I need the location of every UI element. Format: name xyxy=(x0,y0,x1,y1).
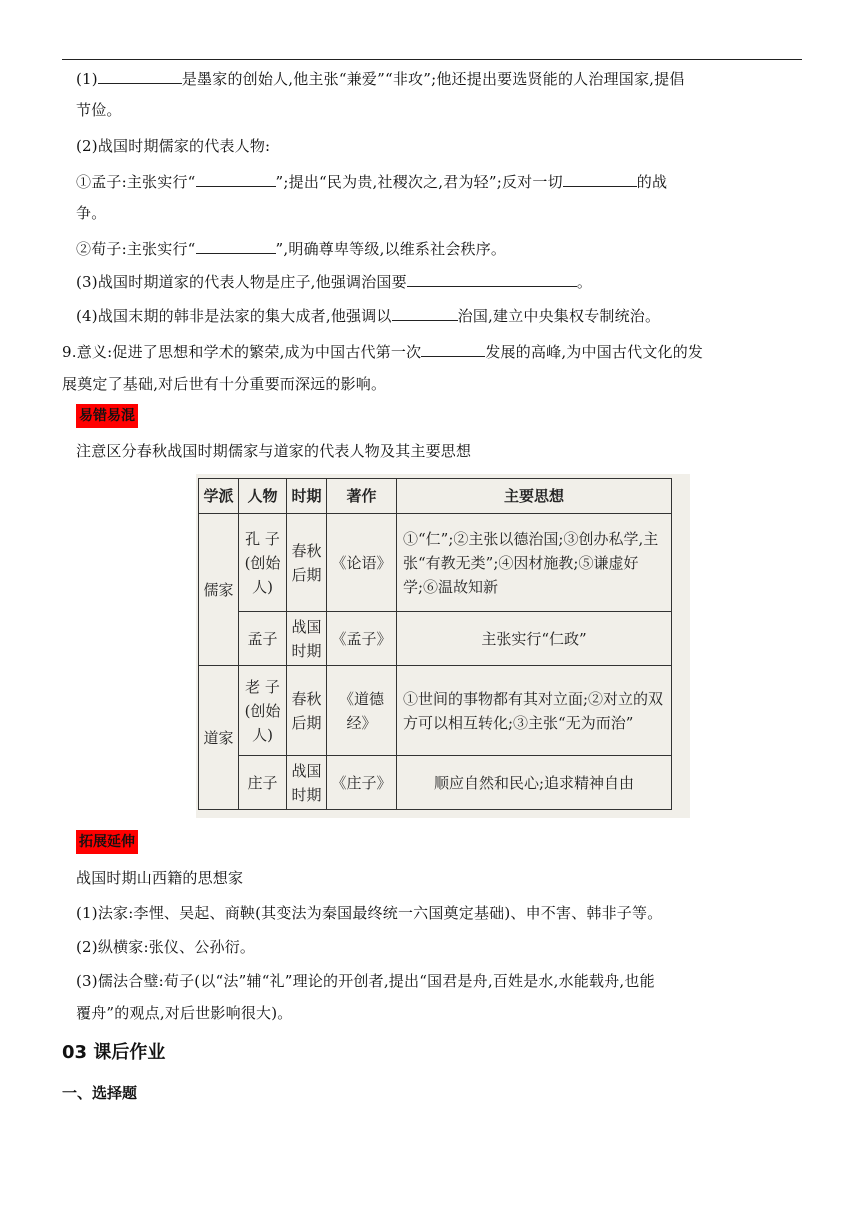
header-work: 著作 xyxy=(327,479,397,514)
blank-significance[interactable] xyxy=(421,341,485,357)
mistakes-tag: 易错易混 xyxy=(76,404,138,428)
work-cell: 《论语》 xyxy=(327,514,397,612)
item-3-text-a: (3)战国时期道家的代表人物是庄子,他强调治国要 xyxy=(76,273,407,291)
mistakes-note: 注意区分春秋战国时期儒家与道家的代表人物及其主要思想 xyxy=(76,442,472,460)
extend-line-3: (3)儒法合璧:荀子(以“法”辅“礼”理论的开创者,提出“国君是舟,百姓是水,水能载舟,也能 xyxy=(76,972,655,990)
idea-cell: ①世间的事物都有其对立面;②对立的双方可以相互转化;③主张“无为而治” xyxy=(397,666,672,756)
school-taoist: 道家 xyxy=(199,666,239,810)
school-confucian: 儒家 xyxy=(199,514,239,666)
blank-hanfei[interactable] xyxy=(392,305,458,321)
blank-xunzi-policy[interactable] xyxy=(196,238,276,254)
item-4-text-a: (4)战国末期的韩非是法家的集大成者,他强调以 xyxy=(76,307,392,325)
work-cell: 《道德经》 xyxy=(327,666,397,756)
item-9-line xyxy=(62,341,703,362)
mencius-text-b: ”;提出“民为贵,社稷次之,君为轻”;反对一切 xyxy=(275,173,563,191)
item-3-line xyxy=(76,271,592,292)
item-4-line xyxy=(76,305,660,326)
idea-cell: 主张实行“仁政” xyxy=(397,612,672,666)
header-period: 时期 xyxy=(287,479,327,514)
item-3-text-b: 。 xyxy=(576,273,593,291)
header-school: 学派 xyxy=(199,479,239,514)
work-cell: 《孟子》 xyxy=(327,612,397,666)
mencius-text-a: ①孟子:主张实行“ xyxy=(76,173,196,191)
item-1-text: 是墨家的创始人,他主张“兼爱”“非攻”;他还提出要选贤能的人治理国家,提倡 xyxy=(181,70,685,88)
blank-mozi[interactable] xyxy=(98,68,182,84)
blank-zhuangzi[interactable] xyxy=(407,271,577,287)
item-4-text-b: 治国,建立中央集权专制统治。 xyxy=(457,307,661,325)
person-cell: 老 子(创始人) xyxy=(239,666,287,756)
extend-line-1: (1)法家:李悝、吴起、商鞅(其变法为秦国最终统一六国奠定基础)、申不害、韩非子等。 xyxy=(76,904,663,922)
item-1-line xyxy=(76,68,685,89)
idea-cell: 顺应自然和民心;追求精神自由 xyxy=(397,756,672,810)
table-row xyxy=(199,612,672,666)
table-header-row xyxy=(199,479,672,514)
xunzi-text-a: ②荀子:主张实行“ xyxy=(76,240,196,258)
blank-mencius-policy[interactable] xyxy=(196,171,276,187)
xunzi-text-b: ”,明确尊卑等级,以维系社会秩序。 xyxy=(275,240,507,258)
person-cell: 庄子 xyxy=(239,756,287,810)
mencius-continuation: 争。 xyxy=(76,204,107,222)
extend-intro: 战国时期山西籍的思想家 xyxy=(76,869,244,887)
period-cell: 战国时期 xyxy=(287,612,327,666)
extend-line-3-continuation: 覆舟”的观点,对后世影响很大)。 xyxy=(76,1004,293,1022)
person-cell: 孔 子(创始人) xyxy=(239,514,287,612)
item-9-text-a: 9.意义:促进了思想和学术的繁荣,成为中国古代第一次 xyxy=(62,343,422,361)
extend-line-2: (2)纵横家:张仪、公孙衍。 xyxy=(76,938,256,956)
item-1-number: (1) xyxy=(76,70,98,88)
mencius-line xyxy=(76,171,667,192)
table-row xyxy=(199,756,672,810)
period-cell: 战国时期 xyxy=(287,756,327,810)
mencius-text-c: 的战 xyxy=(636,173,668,191)
schools-table-image xyxy=(196,474,690,818)
homework-heading: 03 课后作业 xyxy=(62,1042,166,1063)
table-row xyxy=(199,514,672,612)
top-rule xyxy=(62,59,802,60)
item-1-continuation: 节俭。 xyxy=(76,101,122,119)
period-cell: 春秋后期 xyxy=(287,514,327,612)
blank-mencius-war[interactable] xyxy=(563,171,637,187)
header-person: 人物 xyxy=(239,479,287,514)
table-row xyxy=(199,666,672,756)
item-9-text-b: 发展的高峰,为中国古代文化的发 xyxy=(485,343,704,361)
period-cell: 春秋后期 xyxy=(287,666,327,756)
schools-table xyxy=(198,478,672,810)
header-idea: 主要思想 xyxy=(397,479,672,514)
item-9-continuation: 展奠定了基础,对后世有十分重要而深远的影响。 xyxy=(62,375,387,393)
work-cell: 《庄子》 xyxy=(327,756,397,810)
choice-heading: 一、选择题 xyxy=(62,1084,138,1102)
person-cell: 孟子 xyxy=(239,612,287,666)
item-2-heading: (2)战国时期儒家的代表人物: xyxy=(76,137,271,155)
xunzi-line xyxy=(76,238,506,259)
idea-cell: ①“仁”;②主张以德治国;③创办私学,主张“有教无类”;④因材施教;⑤谦虚好学;⑥温故知新 xyxy=(397,514,672,612)
extend-tag: 拓展延伸 xyxy=(76,830,138,854)
